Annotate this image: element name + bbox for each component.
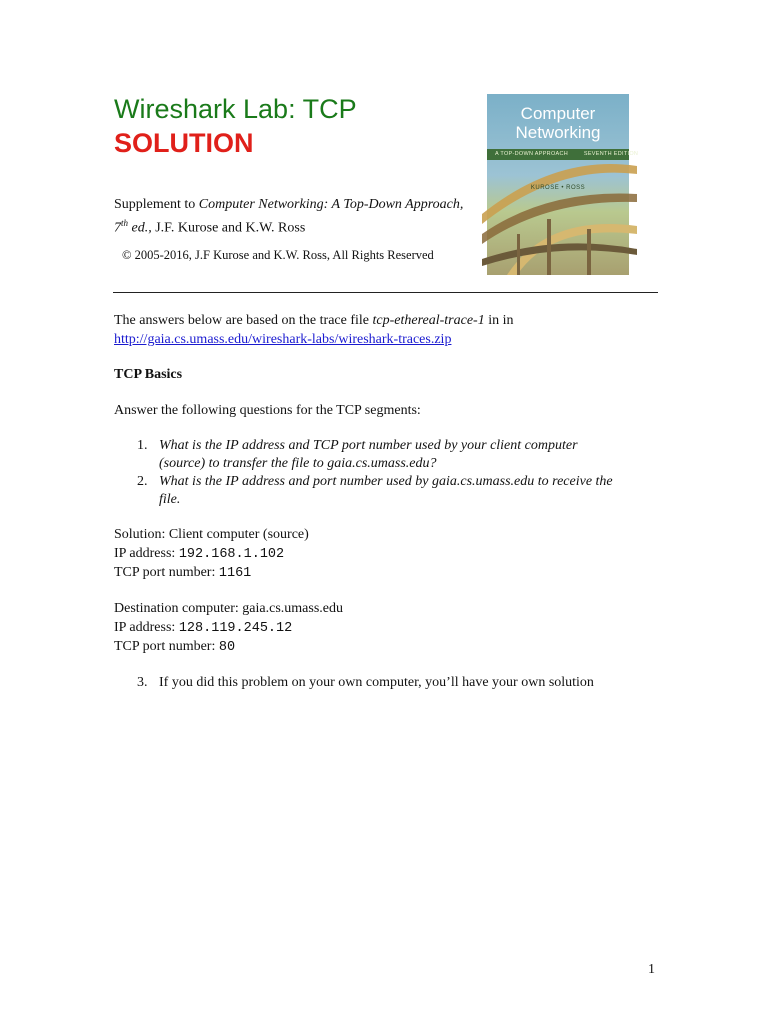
question-3-number: 3. — [137, 675, 148, 690]
traces-zip-link[interactable]: http://gaia.cs.umass.edu/wireshark-labs/wireshark-traces.zip — [114, 332, 452, 347]
intro-text-after: in in — [484, 313, 514, 328]
solution-line: Solution: Client computer (source) — [114, 527, 309, 542]
document-title: Wireshark Lab: TCP — [114, 94, 357, 124]
edition-suffix: ed., — [128, 220, 152, 236]
source-ip-label: IP address: — [114, 546, 179, 561]
cover-authors: KUROSE • ROSS — [530, 185, 586, 191]
question-1-text-line1: What is the IP address and TCP port number used by your client computer — [159, 438, 578, 453]
copyright-notice: © 2005-2016, J.F Kurose and K.W. Ross, All Rights Reserved — [122, 248, 434, 262]
instruction-text: Answer the following questions for the TCP segments: — [114, 403, 421, 418]
question-2-number: 2. — [137, 474, 148, 489]
source-port-value: 1161 — [218, 566, 252, 581]
question-2-line1 — [137, 473, 148, 491]
source-port-label: TCP port number: — [114, 565, 219, 580]
question-2-text-line1: What is the IP address and port number used by gaia.cs.umass.edu to receive the — [159, 474, 613, 489]
destination-ip-value: 128.119.245.12 — [178, 621, 293, 636]
destination-port-label: TCP port number: — [114, 639, 219, 654]
destination-port-line — [114, 638, 235, 657]
cover-subtitle-band — [487, 149, 639, 160]
cover-title-line2: Networking — [515, 123, 601, 142]
destination-ip-label: IP address: — [114, 620, 179, 635]
trace-file-name: tcp-ethereal-trace-1 — [372, 313, 485, 328]
supplement-authors: J.F. Kurose and K.W. Ross — [151, 220, 306, 236]
question-1-number: 1. — [137, 438, 148, 453]
cover-title-line1: Computer — [520, 104, 596, 123]
source-ip-line — [114, 545, 284, 564]
section-heading: TCP Basics — [114, 367, 183, 382]
horizontal-divider — [113, 292, 658, 293]
question-1-text-line2: (source) to transfer the file to gaia.cs.umass.edu? — [159, 456, 437, 471]
cover-title — [487, 104, 629, 142]
cover-band-right: SEVENTH EDITION — [583, 151, 639, 157]
destination-ip-line — [114, 619, 292, 638]
source-port-line — [114, 564, 251, 583]
cover-band-left: A TOP-DOWN APPROACH — [495, 151, 569, 157]
destination-port-value: 80 — [218, 640, 236, 655]
supplement-text — [114, 196, 474, 238]
book-title: Computer Networking: A Top-Down Approach, 7 — [114, 197, 464, 236]
intro-text-before: The answers below are based on the trace file — [114, 313, 373, 328]
solution-heading: SOLUTION — [114, 128, 254, 158]
intro-link-line — [114, 331, 451, 349]
intro-paragraph — [114, 312, 514, 330]
supplement-prefix: Supplement to — [114, 197, 199, 212]
page-number: 1 — [648, 962, 655, 977]
source-ip-value: 192.168.1.102 — [178, 547, 285, 562]
question-3-text: If you did this problem on your own computer, you’ll have your own solution — [159, 675, 594, 690]
edition-superscript: th — [121, 218, 129, 228]
question-1-line1 — [137, 437, 148, 455]
destination-line: Destination computer: gaia.cs.umass.edu — [114, 601, 343, 616]
book-cover-image — [487, 94, 639, 275]
question-2-text-line2: file. — [159, 492, 181, 507]
